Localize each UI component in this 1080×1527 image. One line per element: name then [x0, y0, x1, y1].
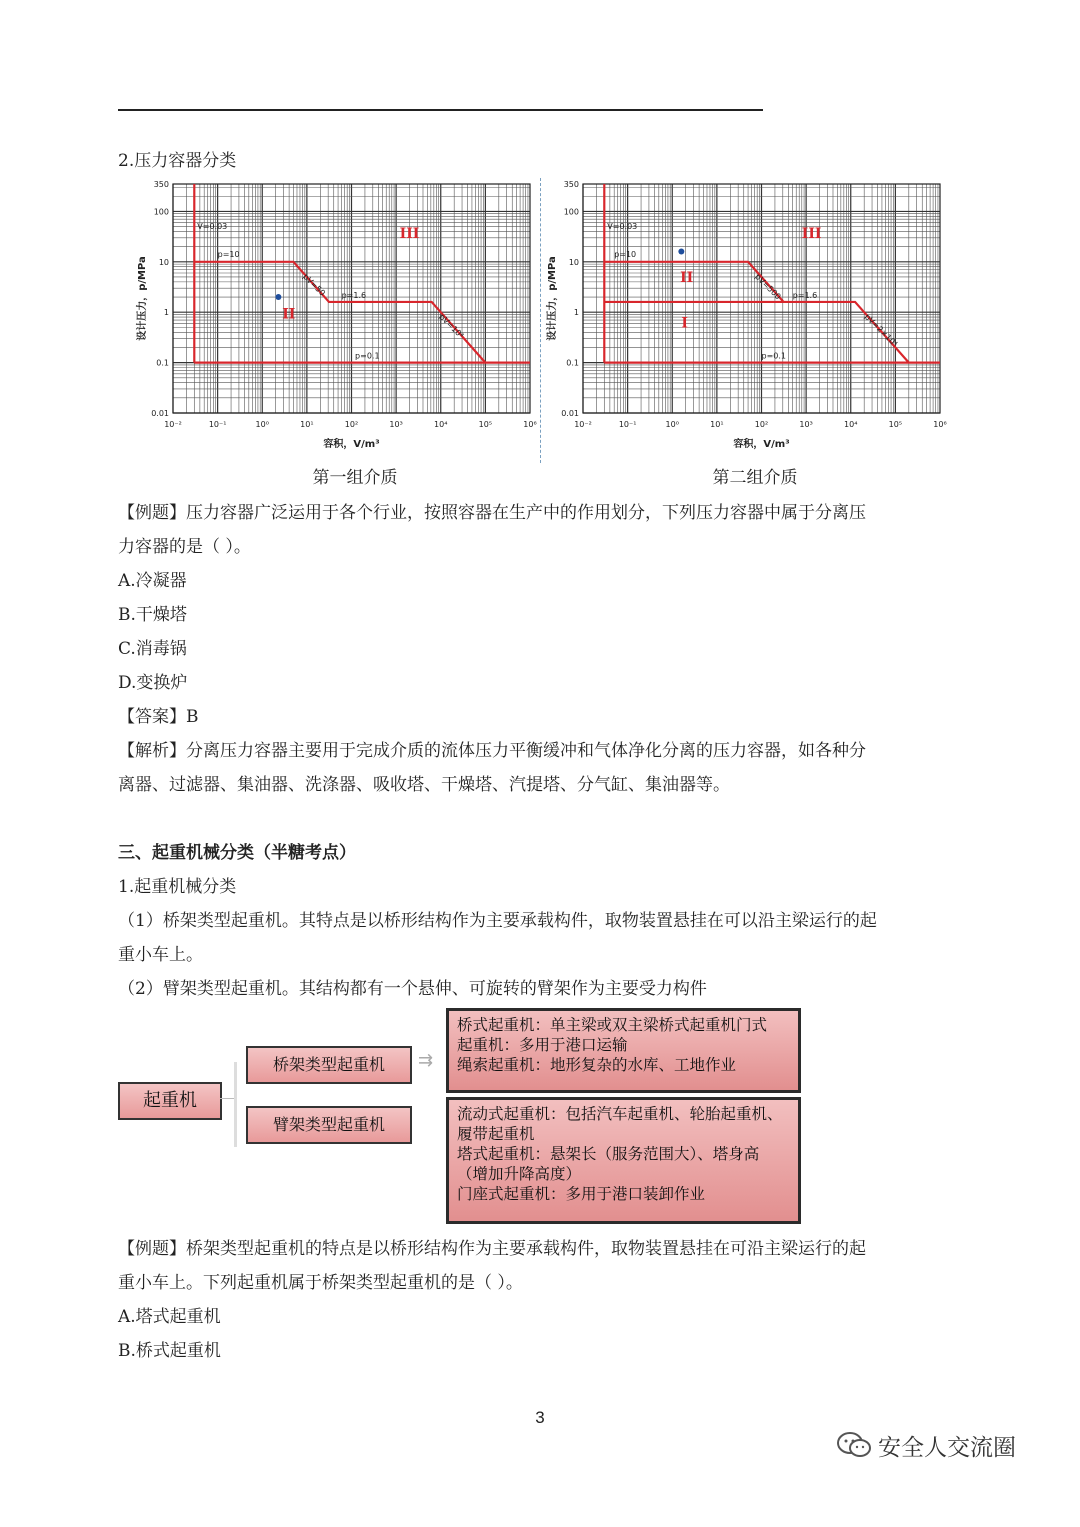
example1-option-d: D.变换炉: [118, 673, 188, 693]
x-tick-label: 10⁰: [665, 420, 679, 429]
label-p10: p=10: [217, 249, 240, 259]
y-tick-label: 1: [163, 308, 169, 318]
top-rule: [118, 109, 763, 111]
example1-line1: 【例题】压力容器广泛运用于各个行业，按照容器在生产中的作用划分，下列压力容器中属于分离压: [118, 503, 866, 523]
x-tick-label: 10⁶: [523, 420, 537, 429]
diagram-jib-box: 臂架类型起重机: [246, 1106, 412, 1144]
y-tick-label: 100: [563, 207, 579, 217]
jib-detail-line: 流动式起重机：包括汽车起重机、轮胎起重机、: [457, 1105, 783, 1123]
watermark: [836, 1428, 1016, 1462]
y-tick-label: 0.1: [566, 358, 579, 368]
chart-separator: [540, 178, 541, 463]
x-tick-label: 10¹: [300, 420, 314, 429]
watermark-text: 安全人交流圈: [878, 1434, 1016, 1461]
region-I: I: [681, 315, 688, 332]
diagram-bridge-box: 桥架类型起重机: [246, 1046, 412, 1084]
pressure-chart-group2: [545, 178, 945, 460]
sample-point: [275, 294, 281, 300]
y-tick-label: 0.01: [151, 409, 169, 418]
y-tick-label: 350: [153, 180, 169, 189]
y-axis-label: 设计压力，p/MPa: [137, 256, 148, 341]
jib-detail-line: 门座式起重机：多用于港口装卸作业: [457, 1185, 706, 1203]
example1-option-b: B.干燥塔: [118, 605, 187, 625]
diagram-root-box: 起重机: [118, 1082, 222, 1120]
page-number: 3: [535, 1408, 545, 1427]
x-tick-label: 10⁶: [933, 420, 947, 429]
x-axis-label: 容积，V/m³: [733, 439, 790, 450]
y-tick-label: 10: [158, 257, 169, 267]
diagram-connector-vertical: [234, 1062, 237, 1147]
example1-analysis-line2: 离器、过滤器、集油器、洗涤器、吸收塔、干燥塔、汽提塔、分气缸、集油器等。: [118, 775, 730, 795]
example2-line1: 【例题】桥架类型起重机的特点是以桥形结构作为主要承载构件，取物装置悬挂在可沿主梁运行的起: [118, 1239, 866, 1259]
diagram-jib-detail-box: [446, 1097, 801, 1224]
chart1-caption: 第一组介质: [312, 468, 398, 488]
x-tick-label: 10⁰: [255, 420, 269, 429]
example1-option-c: C.消毒锅: [118, 639, 187, 659]
section3-sub1: 1.起重机械分类: [118, 877, 237, 897]
label-pv2: pV=2×10⁴: [862, 312, 900, 349]
x-tick-label: 10¹: [710, 420, 724, 429]
example2-line2: 重小车上。下列起重机属于桥架类型起重机的是（ ）。: [118, 1273, 523, 1293]
label-pv: pV=50: [301, 272, 327, 298]
x-tick-label: 10⁴: [434, 420, 448, 429]
jib-detail-line: （增加升降高度）: [457, 1165, 582, 1183]
example2-option-a: A.塔式起重机: [118, 1307, 221, 1327]
region-II: II: [282, 306, 296, 323]
x-tick-label: 10⁻¹: [208, 420, 227, 429]
section3-item1-line1: （1）桥架类型起重机。其特点是以桥形结构作为主要承载构件，取物装置悬挂在可以沿主梁运行的起: [118, 911, 877, 931]
jib-detail-line: 塔式起重机：悬架长（服务范围大）、塔身高: [457, 1145, 760, 1163]
label-v: V=0.03: [607, 221, 638, 231]
arrow-icon: ⇉: [418, 1050, 434, 1071]
label-p16: p=1.6: [341, 291, 367, 301]
y-tick-label: 0.01: [561, 409, 579, 418]
x-tick-label: 10³: [389, 420, 403, 429]
chart2-caption: 第二组介质: [712, 468, 798, 488]
region-II: II: [680, 269, 694, 286]
y-axis-label: 设计压力，p/MPa: [547, 256, 558, 341]
section3-item1-line2: 重小车上。: [118, 945, 203, 965]
x-tick-label: 10⁻²: [164, 420, 182, 429]
region-III: III: [399, 225, 420, 242]
label-p10: p=10: [614, 249, 637, 259]
y-tick-label: 350: [563, 180, 579, 189]
x-tick-label: 10⁻¹: [618, 420, 637, 429]
y-tick-label: 0.1: [156, 358, 169, 368]
y-tick-label: 10: [568, 257, 579, 267]
bridge-detail-line: 绳索起重机：地形复杂的水库、工地作业: [457, 1056, 737, 1074]
example1-line2: 力容器的是（ ）。: [118, 537, 251, 557]
sample-point: [678, 249, 684, 255]
label-p01: p=0.1: [761, 351, 787, 361]
x-axis-label: 容积，V/m³: [323, 439, 380, 450]
example1-option-a: A.冷凝器: [118, 571, 187, 591]
diagram-bridge-detail-box: [446, 1008, 801, 1093]
diagram-connector-horizontal: [220, 1098, 234, 1099]
jib-detail-line: 履带起重机: [457, 1125, 535, 1143]
x-tick-label: 10²: [344, 420, 359, 429]
wechat-icon: [836, 1431, 872, 1459]
example1-analysis-line1: 【解析】分离压力容器主要用于完成介质的流体压力平衡缓冲和气体净化分离的压力容器，如各种分: [118, 741, 866, 761]
label-v: V=0.03: [197, 221, 228, 231]
x-tick-label: 10²: [754, 420, 769, 429]
section2-title: 2.压力容器分类: [118, 151, 237, 171]
section3-item2: （2）臂架类型起重机。其结构都有一个悬伸、可旋转的臂架作为主要受力构件: [118, 979, 707, 999]
x-tick-label: 10⁻²: [574, 420, 592, 429]
pressure-chart-group1: [135, 178, 535, 460]
y-tick-label: 100: [153, 207, 169, 217]
example1-answer: 【答案】B: [118, 707, 199, 727]
section3-heading: 三、起重机械分类（半糖考点）: [118, 843, 356, 863]
label-p01: p=0.1: [355, 351, 380, 361]
bridge-detail-line: 桥式起重机：单主梁或双主梁桥式起重机门式: [457, 1016, 768, 1034]
label-pv: pV=500: [753, 272, 783, 302]
x-tick-label: 10⁵: [478, 420, 493, 429]
bridge-detail-line: 起重机：多用于港口运输: [457, 1036, 628, 1054]
label-p16: p=1.6: [792, 291, 818, 301]
x-tick-label: 10⁵: [888, 420, 903, 429]
label-pv2: pV=10⁴: [437, 312, 466, 341]
x-tick-label: 10³: [799, 420, 813, 429]
region-III: III: [801, 225, 822, 242]
x-tick-label: 10⁴: [844, 420, 858, 429]
example2-option-b: B.桥式起重机: [118, 1341, 221, 1361]
y-tick-label: 1: [573, 308, 579, 318]
